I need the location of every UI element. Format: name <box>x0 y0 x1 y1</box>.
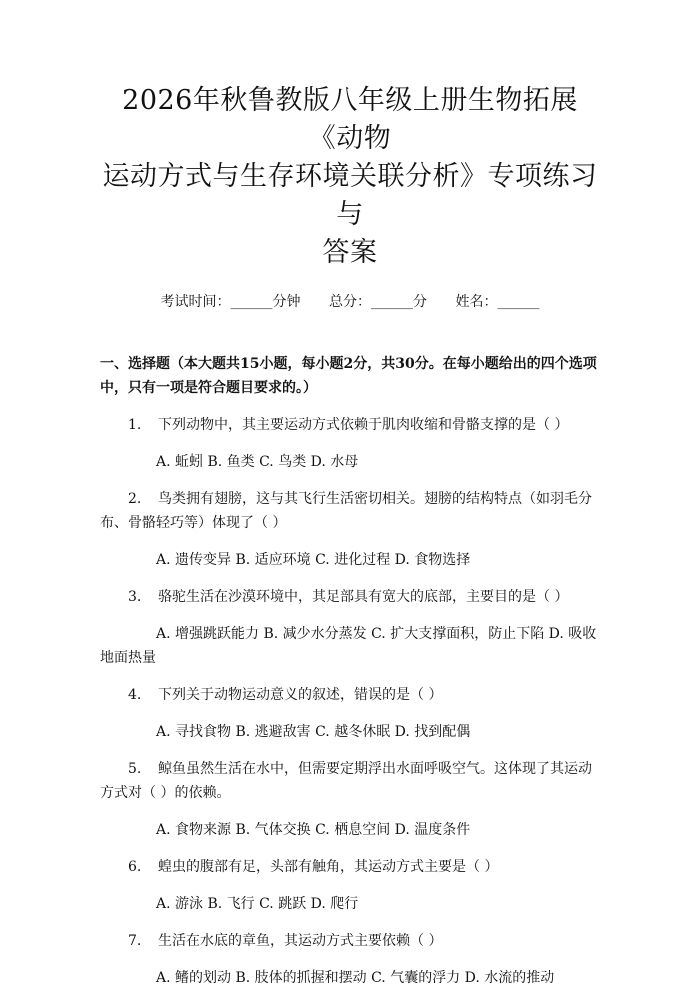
question-3 <box>100 585 600 609</box>
question-5 <box>100 757 600 805</box>
question-6-options: A. 游泳 B. 飞行 C. 跳跃 D. 爬行 <box>156 896 359 912</box>
question-text: 鲸鱼虽然生活在水中，但需要定期浮出水面呼吸空气。这体现了其运动方式对（ ）的依赖。 <box>100 761 592 801</box>
exam-time: 考试时间：______分钟 <box>160 294 301 310</box>
exam-info <box>100 290 600 314</box>
question-text: 下列关于动物运动意义的叙述，错误的是（ ） <box>158 687 443 703</box>
question-number: 6. <box>128 859 142 875</box>
question-3-options: A. 增强跳跃能力 B. 减少水分蒸发 C. 扩大支撑面积，防止下陷 D. 吸收地面热量 <box>100 626 597 666</box>
question-text: 鸟类拥有翅膀，这与其飞行生活密切相关。翅膀的结构特点（如羽毛分布、骨骼轻巧等）体现了（ ） <box>100 491 592 531</box>
section-heading: 一、选择题（本大题共15小题，每小题2分，共30分。在每小题给出的四个选项中，只有一项是符合题目要求的。） <box>100 356 597 396</box>
question-7-options: A. 鳍的划动 B. 肢体的抓握和摆动 C. 气囊的浮力 D. 水流的推动 <box>156 970 555 986</box>
title-line: 答案 <box>322 237 378 268</box>
question-text: 生活在水底的章鱼，其运动方式主要依赖（ ） <box>158 933 443 949</box>
question-text: 蝗虫的腹部有足，头部有触角，其运动方式主要是（ ） <box>158 859 499 875</box>
question-number: 2. <box>128 491 142 507</box>
question-number: 1. <box>128 417 142 433</box>
question-number: 5. <box>128 761 142 777</box>
question-list <box>100 413 600 990</box>
exam-score: 总分：______分 <box>329 294 427 310</box>
title-line: 运动方式与生存环境关联分析》专项练习与 <box>102 161 598 230</box>
question-7 <box>100 929 600 953</box>
question-4-options: A. 寻找食物 B. 逃避敌害 C. 越冬休眠 D. 找到配偶 <box>156 724 471 740</box>
question-6 <box>100 855 600 879</box>
question-text: 骆驼生活在沙漠环境中，其足部具有宽大的底部，主要目的是（ ） <box>158 589 569 605</box>
question-2-options: A. 遗传变异 B. 适应环境 C. 进化过程 D. 食物选择 <box>156 552 471 568</box>
question-text: 下列动物中，其主要运动方式依赖于肌肉收缩和骨骼支撑的是（ ） <box>158 417 569 433</box>
question-2 <box>100 487 600 535</box>
question-4 <box>100 683 600 707</box>
question-number: 7. <box>128 933 142 949</box>
question-1 <box>100 413 600 437</box>
title-line: 2026年秋鲁教版八年级上册生物拓展《动物 <box>122 85 578 154</box>
question-1-options: A. 蚯蚓 B. 鱼类 C. 鸟类 D. 水母 <box>156 454 359 470</box>
document-title <box>100 0 600 272</box>
question-5-options: A. 食物来源 B. 气体交换 C. 栖息空间 D. 温度条件 <box>156 822 471 838</box>
question-number: 3. <box>128 589 142 605</box>
question-number: 4. <box>128 687 142 703</box>
student-name: 姓名：______ <box>455 294 540 310</box>
